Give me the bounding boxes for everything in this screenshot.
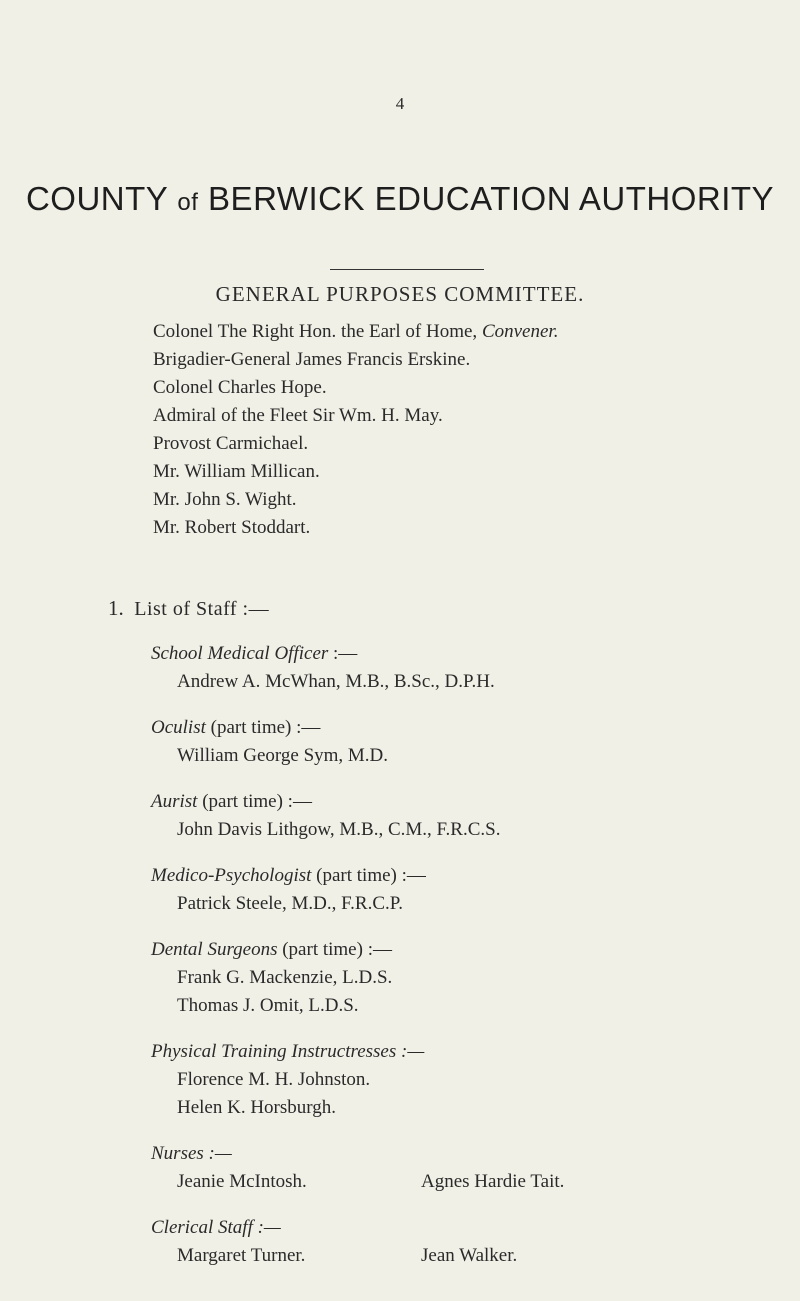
committee-members	[153, 318, 558, 542]
staff-name: William George Sym, M.D.	[177, 745, 389, 766]
staff-list	[151, 640, 564, 1288]
staff-name: Margaret Turner.	[177, 1245, 306, 1266]
staff-name-pair	[151, 1242, 564, 1270]
role-label: Dental Surgeons	[151, 939, 278, 960]
heading-county: COUNTY	[25, 180, 168, 217]
section-title: List of Staff :—	[134, 598, 270, 620]
role-suffix: (part time) :—	[205, 717, 321, 738]
role-suffix: (part time) :—	[197, 791, 312, 812]
staff-group-aurist	[151, 788, 564, 844]
staff-section-heading	[108, 596, 269, 621]
section-number: 1.	[108, 596, 124, 620]
member-item: Colonel Charles Hope.	[153, 377, 327, 398]
member-item: Admiral of the Fleet Sir Wm. H. May.	[153, 405, 443, 426]
staff-name: Florence M. H. Johnston.	[177, 1069, 371, 1090]
member-item: Mr. John S. Wight.	[153, 489, 297, 510]
role-label: Aurist	[151, 791, 198, 812]
staff-group-medical-officer	[151, 640, 564, 696]
convener-role: Convener.	[481, 321, 559, 342]
role-suffix: (part time) :—	[311, 865, 426, 886]
member-item: Provost Carmichael.	[153, 433, 309, 454]
staff-name: Frank G. Mackenzie, L.D.S.	[177, 967, 393, 988]
role-label: School Medical Officer	[151, 643, 329, 664]
staff-name: Helen K. Horsburgh.	[177, 1097, 337, 1118]
staff-name: Jeanie McIntosh.	[177, 1171, 307, 1192]
role-label: Oculist	[151, 717, 206, 738]
role-suffix: (part time) :—	[277, 939, 392, 960]
staff-name-pair	[151, 1168, 564, 1196]
staff-group-psychologist	[151, 862, 564, 918]
staff-name: Agnes Hardie Tait.	[421, 1171, 565, 1192]
convener-name: Colonel The Right Hon. the Earl of Home,	[153, 321, 478, 342]
staff-group-physical	[151, 1038, 564, 1122]
role-label: Physical Training Instructresses :—	[151, 1041, 425, 1062]
staff-name: Patrick Steele, M.D., F.R.C.P.	[177, 893, 403, 914]
role-label: Nurses :—	[151, 1143, 232, 1164]
role-label: Clerical Staff :—	[151, 1217, 281, 1238]
staff-group-oculist	[151, 714, 564, 770]
staff-name: John Davis Lithgow, M.B., C.M., F.R.C.S.	[177, 819, 501, 840]
document-heading	[0, 180, 800, 218]
heading-of: of	[177, 189, 199, 216]
staff-group-dental	[151, 936, 564, 1020]
committee-title: GENERAL PURPOSES COMMITTEE.	[215, 282, 585, 306]
staff-group-nurses	[151, 1140, 564, 1196]
member-item: Mr. William Millican.	[153, 461, 320, 482]
member-item: Brigadier-General James Francis Erskine.	[153, 349, 471, 370]
staff-name: Jean Walker.	[421, 1245, 518, 1266]
staff-group-clerical	[151, 1214, 564, 1270]
member-item: Mr. Robert Stoddart.	[153, 517, 311, 538]
heading-authority: BERWICK EDUCATION AUTHORITY	[208, 180, 775, 217]
heading-divider	[330, 269, 484, 270]
staff-name: Thomas J. Omit, L.D.S.	[177, 995, 359, 1016]
page-number: 4	[395, 94, 405, 113]
role-label: Medico-Psychologist	[151, 865, 312, 886]
role-suffix: :—	[328, 643, 358, 664]
staff-name: Andrew A. McWhan, M.B., B.Sc., D.P.H.	[177, 671, 495, 692]
member-convener	[153, 318, 558, 346]
